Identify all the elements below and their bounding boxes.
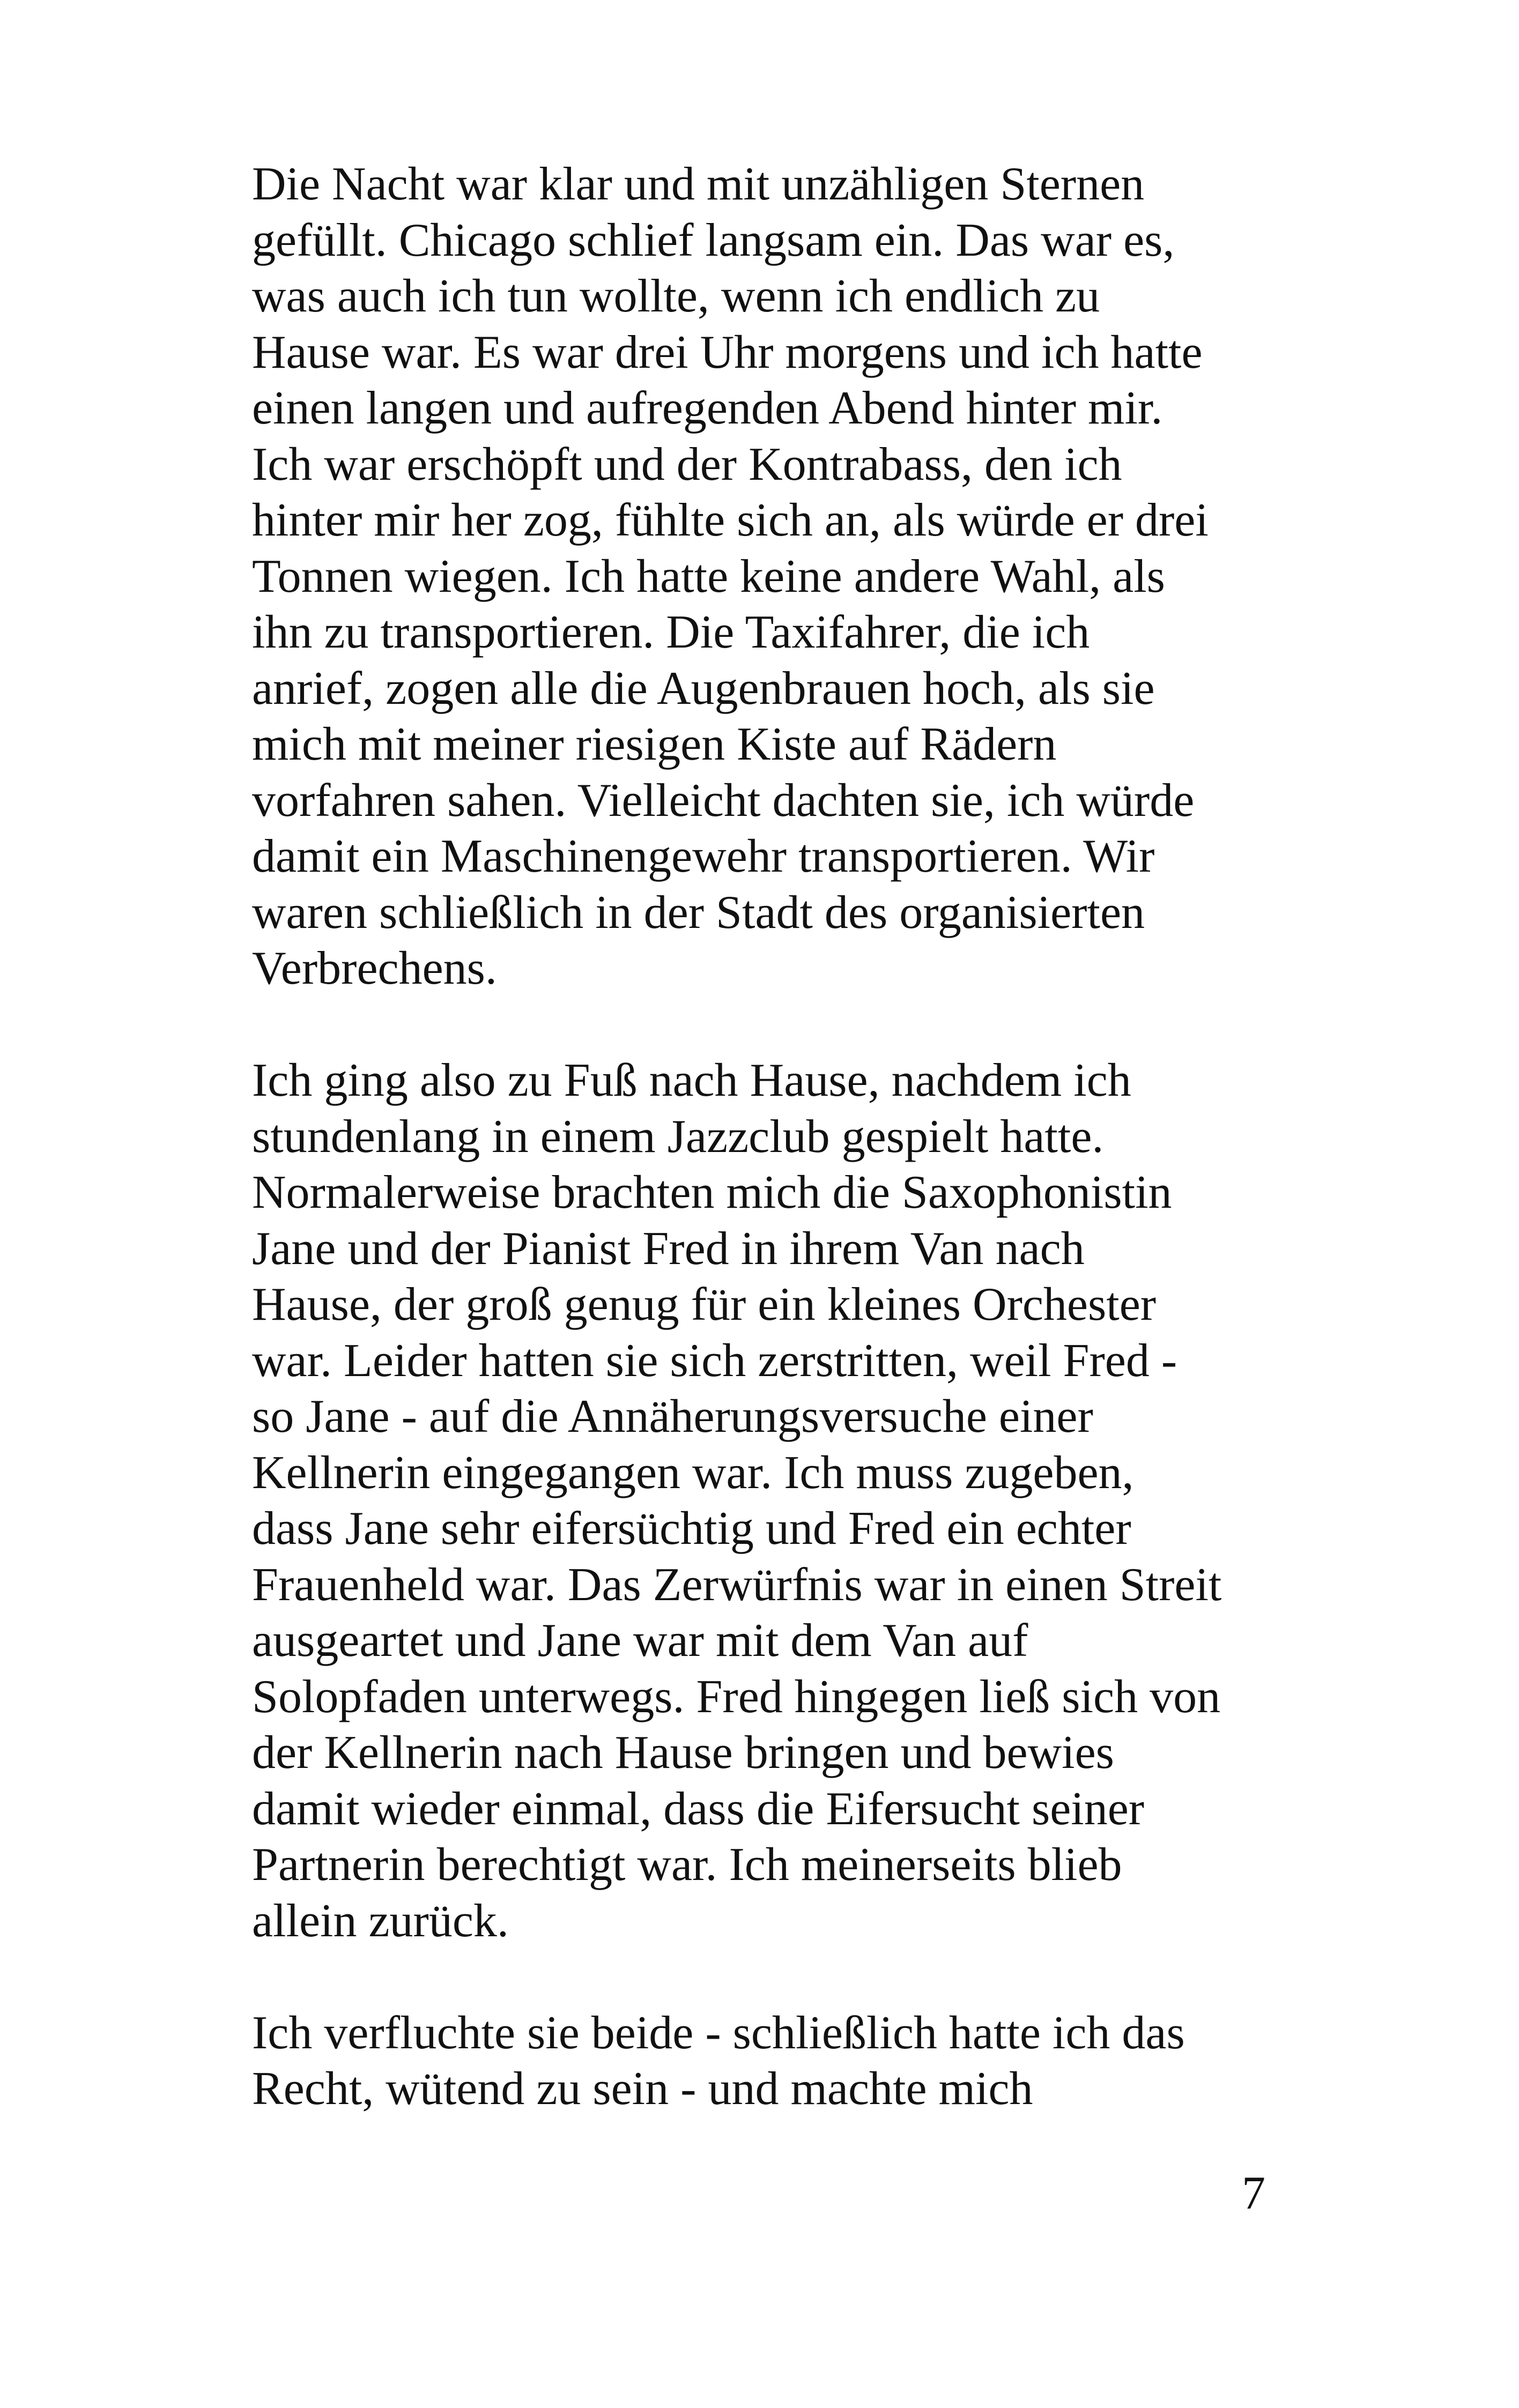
text-line: Normalerweise brachten mich die Saxophonistin: [252, 1166, 1172, 1218]
text-line: damit ein Maschinengewehr transportieren. Wir: [252, 830, 1155, 882]
text-line: Tonnen wiegen. Ich hatte keine andere Wahl, als: [252, 550, 1165, 603]
page-number: 7: [1242, 2167, 1265, 2219]
text-line: einen langen und aufregenden Abend hinter mir.: [252, 382, 1163, 434]
text-line: allein zurück.: [252, 1894, 509, 1947]
text-line: Hause, der groß genug für ein kleines Orchester: [252, 1279, 1157, 1331]
text-line: Frauenheld war. Das Zerwürfnis war in einen Streit: [252, 1558, 1222, 1611]
body-text: [252, 157, 1271, 2117]
text-line: anrief, zogen alle die Augenbrauen hoch, als sie: [252, 662, 1155, 715]
paragraph-1: [252, 157, 1271, 997]
text-line: Ich verfluchte sie beide - schließlich hatte ich das: [252, 2006, 1185, 2059]
text-line: Verbrechens.: [252, 942, 497, 994]
text-line: vorfahren sahen. Vielleicht dachten sie, ich würde: [252, 774, 1195, 827]
text-line: Die Nacht war klar und mit unzähligen Sternen: [252, 158, 1145, 210]
text-line: ihn zu transportieren. Die Taxifahrer, die ich: [252, 606, 1090, 658]
paragraph-3: [252, 2005, 1271, 2117]
text-line: Solopfaden unterwegs. Fred hingegen ließ sich von: [252, 1670, 1221, 1723]
text-line: Partnerin berechtigt war. Ich meinerseits blieb: [252, 1839, 1122, 1891]
text-line: Hause war. Es war drei Uhr morgens und ich hatte: [252, 326, 1203, 378]
text-line: Jane und der Pianist Fred in ihrem Van nach: [252, 1222, 1085, 1275]
text-line: ausgeartet und Jane war mit dem Van auf: [252, 1615, 1028, 1667]
text-line: stundenlang in einem Jazzclub gespielt hatte.: [252, 1110, 1104, 1163]
text-line: hinter mir her zog, fühlte sich an, als würde er drei: [252, 494, 1209, 546]
text-line: der Kellnerin nach Hause bringen und bewies: [252, 1727, 1114, 1779]
text-line: was auch ich tun wollte, wenn ich endlich zu: [252, 270, 1100, 322]
text-line: waren schließlich in der Stadt des organisierten: [252, 886, 1145, 939]
paragraph-2: [252, 1053, 1271, 1949]
paragraph-spacer: [252, 997, 1271, 1053]
text-line: dass Jane sehr eifersüchtig und Fred ein echter: [252, 1503, 1131, 1555]
text-line: Recht, wütend zu sein - und machte mich: [252, 2063, 1033, 2115]
text-line: gefüllt. Chicago schlief langsam ein. Das war es,: [252, 214, 1175, 266]
paragraph-spacer: [252, 1949, 1271, 2005]
text-line: so Jane - auf die Annäherungsversuche einer: [252, 1391, 1093, 1443]
text-line: Ich war erschöpft und der Kontrabass, den ich: [252, 438, 1122, 490]
text-line: damit wieder einmal, dass die Eifersucht seiner: [252, 1782, 1145, 1835]
text-line: Ich ging also zu Fuß nach Hause, nachdem ich: [252, 1054, 1131, 1106]
text-line: mich mit meiner riesigen Kiste auf Rädern: [252, 718, 1057, 770]
text-line: war. Leider hatten sie sich zerstritten, weil Fred -: [252, 1334, 1177, 1387]
text-line: Kellnerin eingegangen war. Ich muss zugeben,: [252, 1446, 1134, 1499]
